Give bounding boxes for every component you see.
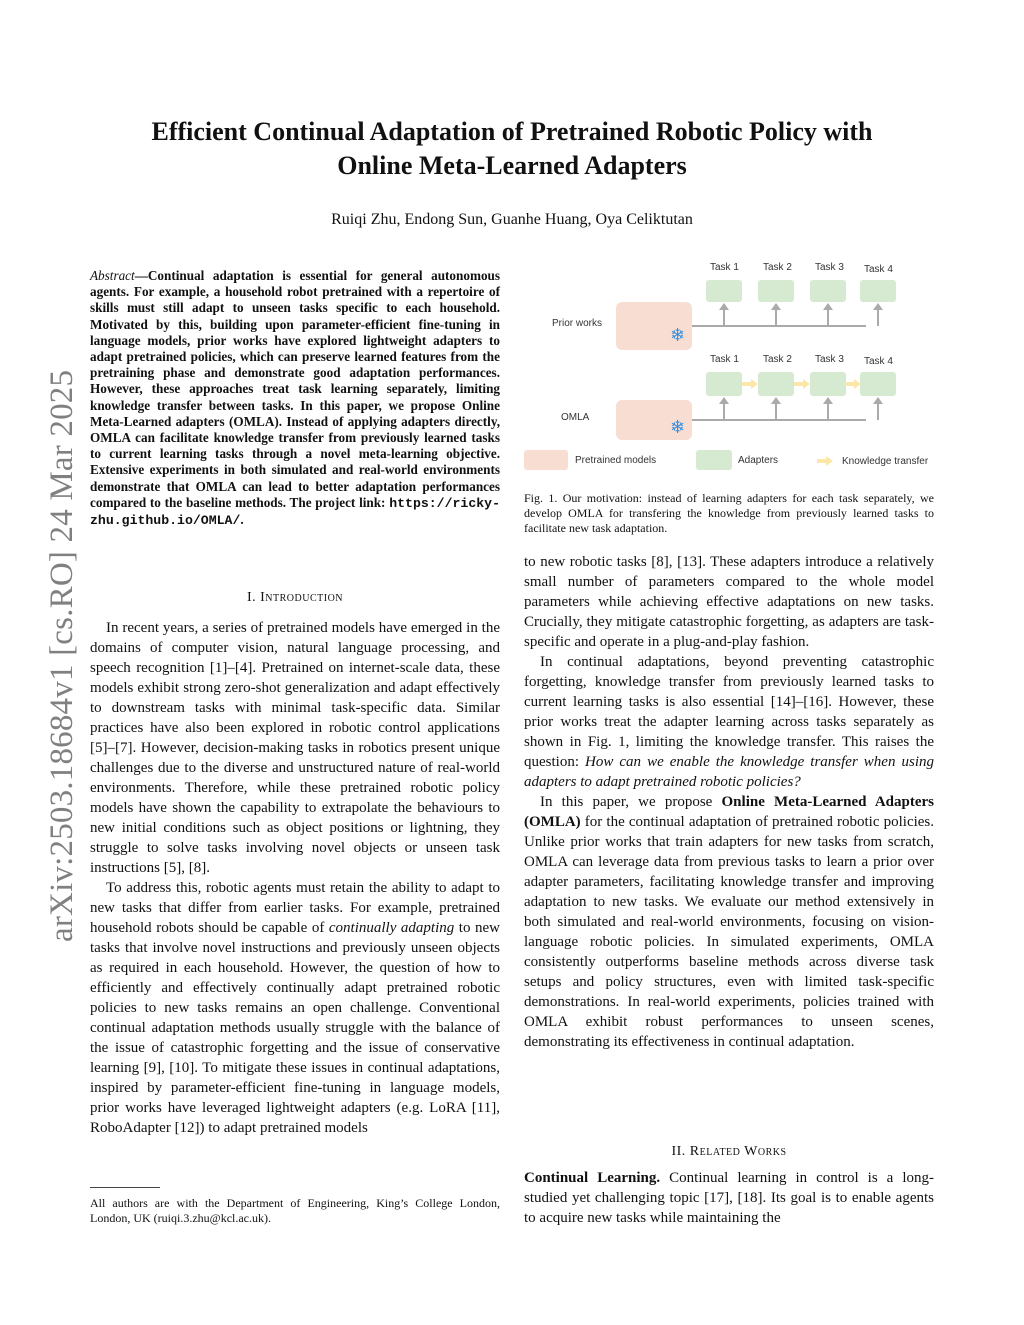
abstract-dash: — — [134, 268, 148, 283]
connector-line — [723, 404, 725, 420]
task-label: Task 4 — [864, 264, 893, 275]
arrow-icon — [873, 397, 883, 404]
legend-swatch-adapters — [696, 450, 732, 470]
arrow-icon — [719, 397, 729, 404]
right-paragraph-1: to new robotic tasks [8], [13]. These adapters introduce a relatively small number of parameters compared to the whole model parameters while achieving effective adaptations on new tasks. Crucially, they mitigate catastrophic forgetting, as adapters are task-specific and operate in a plug-and-play fashion. — [524, 554, 934, 650]
section-heading-related-works — [524, 1144, 934, 1160]
title-line-2: Online Meta-Learned Adapters — [337, 151, 687, 180]
author-footnote: All authors are with the Department of Engineering, King’s College London, London, UK (ruiqi.3.zhu@kcl.ac.uk). — [90, 1196, 500, 1225]
section-number: II. — [671, 1144, 686, 1159]
section-title: Introduction — [260, 590, 344, 605]
connector-line — [692, 419, 866, 421]
arxiv-identifier: arXiv:2503.18684v1 [cs.RO] 24 Mar 2025 — [44, 369, 80, 942]
adapter-box — [706, 280, 742, 302]
right-p3-text-b: for the continual adaptation of pretrained robotic policies. Unlike prior works that train adapters for new tasks from scratch, OMLA can leverage data from previous tasks to learn a prior over adapter parameters, facilitating knowledge transfer and improving adaptation to new tasks. We evaluate our method extensively in both simulated and real-world environments, focusing on vision-language robotic policies. In simulated experiments, OMLA consistently outperforms baseline methods across diverse task setups and policy structures, even with limited task-specific demonstrations. In real-world experiments, policies trained with OMLA exhibit robust performances to unseen scenes, demonstrating its effectiveness in continual adaptation. — [524, 814, 935, 1050]
section-title: Related Works — [689, 1144, 787, 1159]
project-link[interactable]: https://ricky-zhu.github.io/OMLA/ — [90, 495, 500, 529]
intro-p2-text-a: To address this, robotic agents must retain the ability to adapt to new tasks that differ from earlier tasks. For example, pretrained household robots should be capable of — [90, 880, 500, 936]
subsection-title: Continual Learning. — [524, 1170, 661, 1186]
adapter-box — [860, 372, 896, 396]
task-label: Task 3 — [815, 262, 844, 273]
figure-1-caption: Fig. 1. Our motivation: instead of learning adapters for each task separately, we develop OMLA for transfering the knowledge from previously learned tasks to facilitate new task adaptation. — [524, 491, 934, 535]
frozen-snowflake-icon: ❄ — [670, 417, 686, 437]
abstract-end: . — [240, 512, 244, 528]
frozen-snowflake-icon: ❄ — [670, 325, 686, 345]
knowledge-transfer-arrow — [742, 379, 758, 389]
introduction-body — [90, 618, 500, 1138]
connector-line — [827, 404, 829, 420]
arrow-icon — [823, 303, 833, 310]
connector-line — [775, 404, 777, 420]
intro-p2-emphasis: continually adapting — [328, 920, 455, 936]
task-label: Task 2 — [763, 262, 792, 273]
section-heading-introduction — [90, 590, 500, 606]
right-column-body — [524, 552, 934, 1052]
connector-line — [877, 310, 879, 326]
abstract-body: Continual adaptation is essential for general autonomous agents. For example, a household robot pretrained with a repertoire of skills must still adapt to unseen tasks specific to each household. Motivated by this, building upon parameter-efficient fine-tuning in language models, prior works have explored lightweight adapters to adapt pretrained policies, which can preserve learned features from the pretraining phase and demonstrate good adaptation performances. However, these approaches treat task learning separately, limiting knowledge transfer between tasks. In this paper, we propose Online Meta-Learned adapters (OMLA). Instead of applying adapters directly, OMLA can facilitate knowledge transfer from previously learned tasks to current learning tasks through a novel meta-learning objective. Extensive experiments in both simulated and real-world environments demonstrate that OMLA can lead to better adaptation performances compared to the baseline methods. The project link: — [90, 268, 500, 510]
row-label-prior-works: Prior works — [552, 318, 603, 329]
related-text: Continual learning in control is a long-studied yet challenging topic [17], [18]. Its goal is to enable agents to acquire new tasks while maintaining the — [524, 1170, 934, 1226]
adapter-box — [706, 372, 742, 396]
adapter-box — [758, 280, 794, 302]
paper-title — [80, 115, 944, 183]
method-name: Online Meta-Learned Adapters (OMLA) — [524, 794, 935, 830]
knowledge-transfer-arrow — [845, 379, 861, 389]
intro-p2-text-b: to new tasks that involve novel instructions and previously unseen objects as required in each household. However, the question of how to efficiently and effectively continually adapt pretrained robotic policies to new tasks remains an open challenge. Conventional continual adaptation methods usually struggle with the balance of the issue of catastrophic forgetting and the issue of conservative learning [9], [10]. To mitigate these issues in continual adaptations, inspired by parameter-efficient fine-tuning in language models, prior works have leveraged lightweight adapters (e.g. LoRA [11], RoboAdapter [12]) to adapt pretrained models — [90, 920, 500, 1136]
task-label: Task 4 — [864, 356, 893, 367]
connector-line — [775, 310, 777, 326]
legend-label-transfer: Knowledge transfer — [842, 456, 929, 467]
abstract-label: Abstract — [90, 268, 135, 283]
arrow-icon — [771, 397, 781, 404]
task-label: Task 2 — [763, 354, 792, 365]
task-label: Task 1 — [710, 262, 739, 273]
arrow-icon — [719, 303, 729, 310]
section-number: I. — [246, 590, 257, 605]
right-paragraph-2 — [524, 652, 934, 792]
related-works-body — [524, 1168, 934, 1228]
task-label: Task 1 — [710, 354, 739, 365]
arrow-icon — [771, 303, 781, 310]
title-line-1: Efficient Continual Adaptation of Pretrained Robotic Policy with — [151, 117, 873, 146]
footnote-rule — [90, 1187, 160, 1188]
right-p2-text: In continual adaptations, beyond preventing catastrophic forgetting, knowledge transfer from previously learned tasks to current learning tasks is also essential [14]–[16]. However, these prior works treat the adapter learning across tasks separately as shown in Fig. 1, limiting the knowledge transfer. This raises the question: — [524, 654, 934, 770]
connector-line — [877, 404, 879, 420]
knowledge-transfer-arrow — [794, 379, 810, 389]
legend-swatch-transfer — [816, 456, 834, 466]
connector-line — [827, 310, 829, 326]
abstract — [90, 268, 500, 529]
right-paragraph-3 — [524, 792, 934, 1052]
legend-label-adapters: Adapters — [738, 455, 779, 466]
related-paragraph-1 — [524, 1168, 934, 1228]
author-list: Ruiqi Zhu, Endong Sun, Guanhe Huang, Oya Celiktutan — [331, 211, 693, 228]
connector-line — [723, 310, 725, 326]
legend-label-pretrained: Pretrained models — [575, 455, 657, 466]
intro-paragraph-2 — [90, 878, 500, 1138]
adapter-box — [810, 372, 846, 396]
figure-1 — [520, 252, 940, 482]
arrow-icon — [873, 303, 883, 310]
adapter-box — [758, 372, 794, 396]
research-question: How can we enable the knowledge transfer when using adapters to adapt pretrained robotic policies? — [524, 754, 934, 790]
task-label: Task 3 — [815, 354, 844, 365]
right-p3-text-a: In this paper, we propose — [540, 794, 713, 810]
intro-paragraph-1: In recent years, a series of pretrained models have emerged in the domains of computer vision, natural language processing, and speech recognition [1]–[4]. Pretrained on internet-scale data, these models exhibit strong zero-shot generalization and adapt effectively to downstream tasks with minimal task-specific data. Similar practices have also been explored in robotic control applications [5]–[7]. However, decision-making tasks in robotics present unique challenges due to the diverse and unstructured nature of real-world environments. Therefore, while these pretrained robotic policy models have shown the capability to extrapolate the behaviours to new initial conditions such as object positions or lightning, they struggle to solve tasks involving novel objects or unseen task instructions [5], [8]. — [90, 620, 500, 876]
row-label-omla: OMLA — [561, 412, 590, 423]
arrow-icon — [823, 397, 833, 404]
connector-line — [692, 325, 866, 327]
legend-swatch-pretrained — [524, 450, 568, 470]
adapter-box — [810, 280, 846, 302]
adapter-box — [860, 280, 896, 302]
